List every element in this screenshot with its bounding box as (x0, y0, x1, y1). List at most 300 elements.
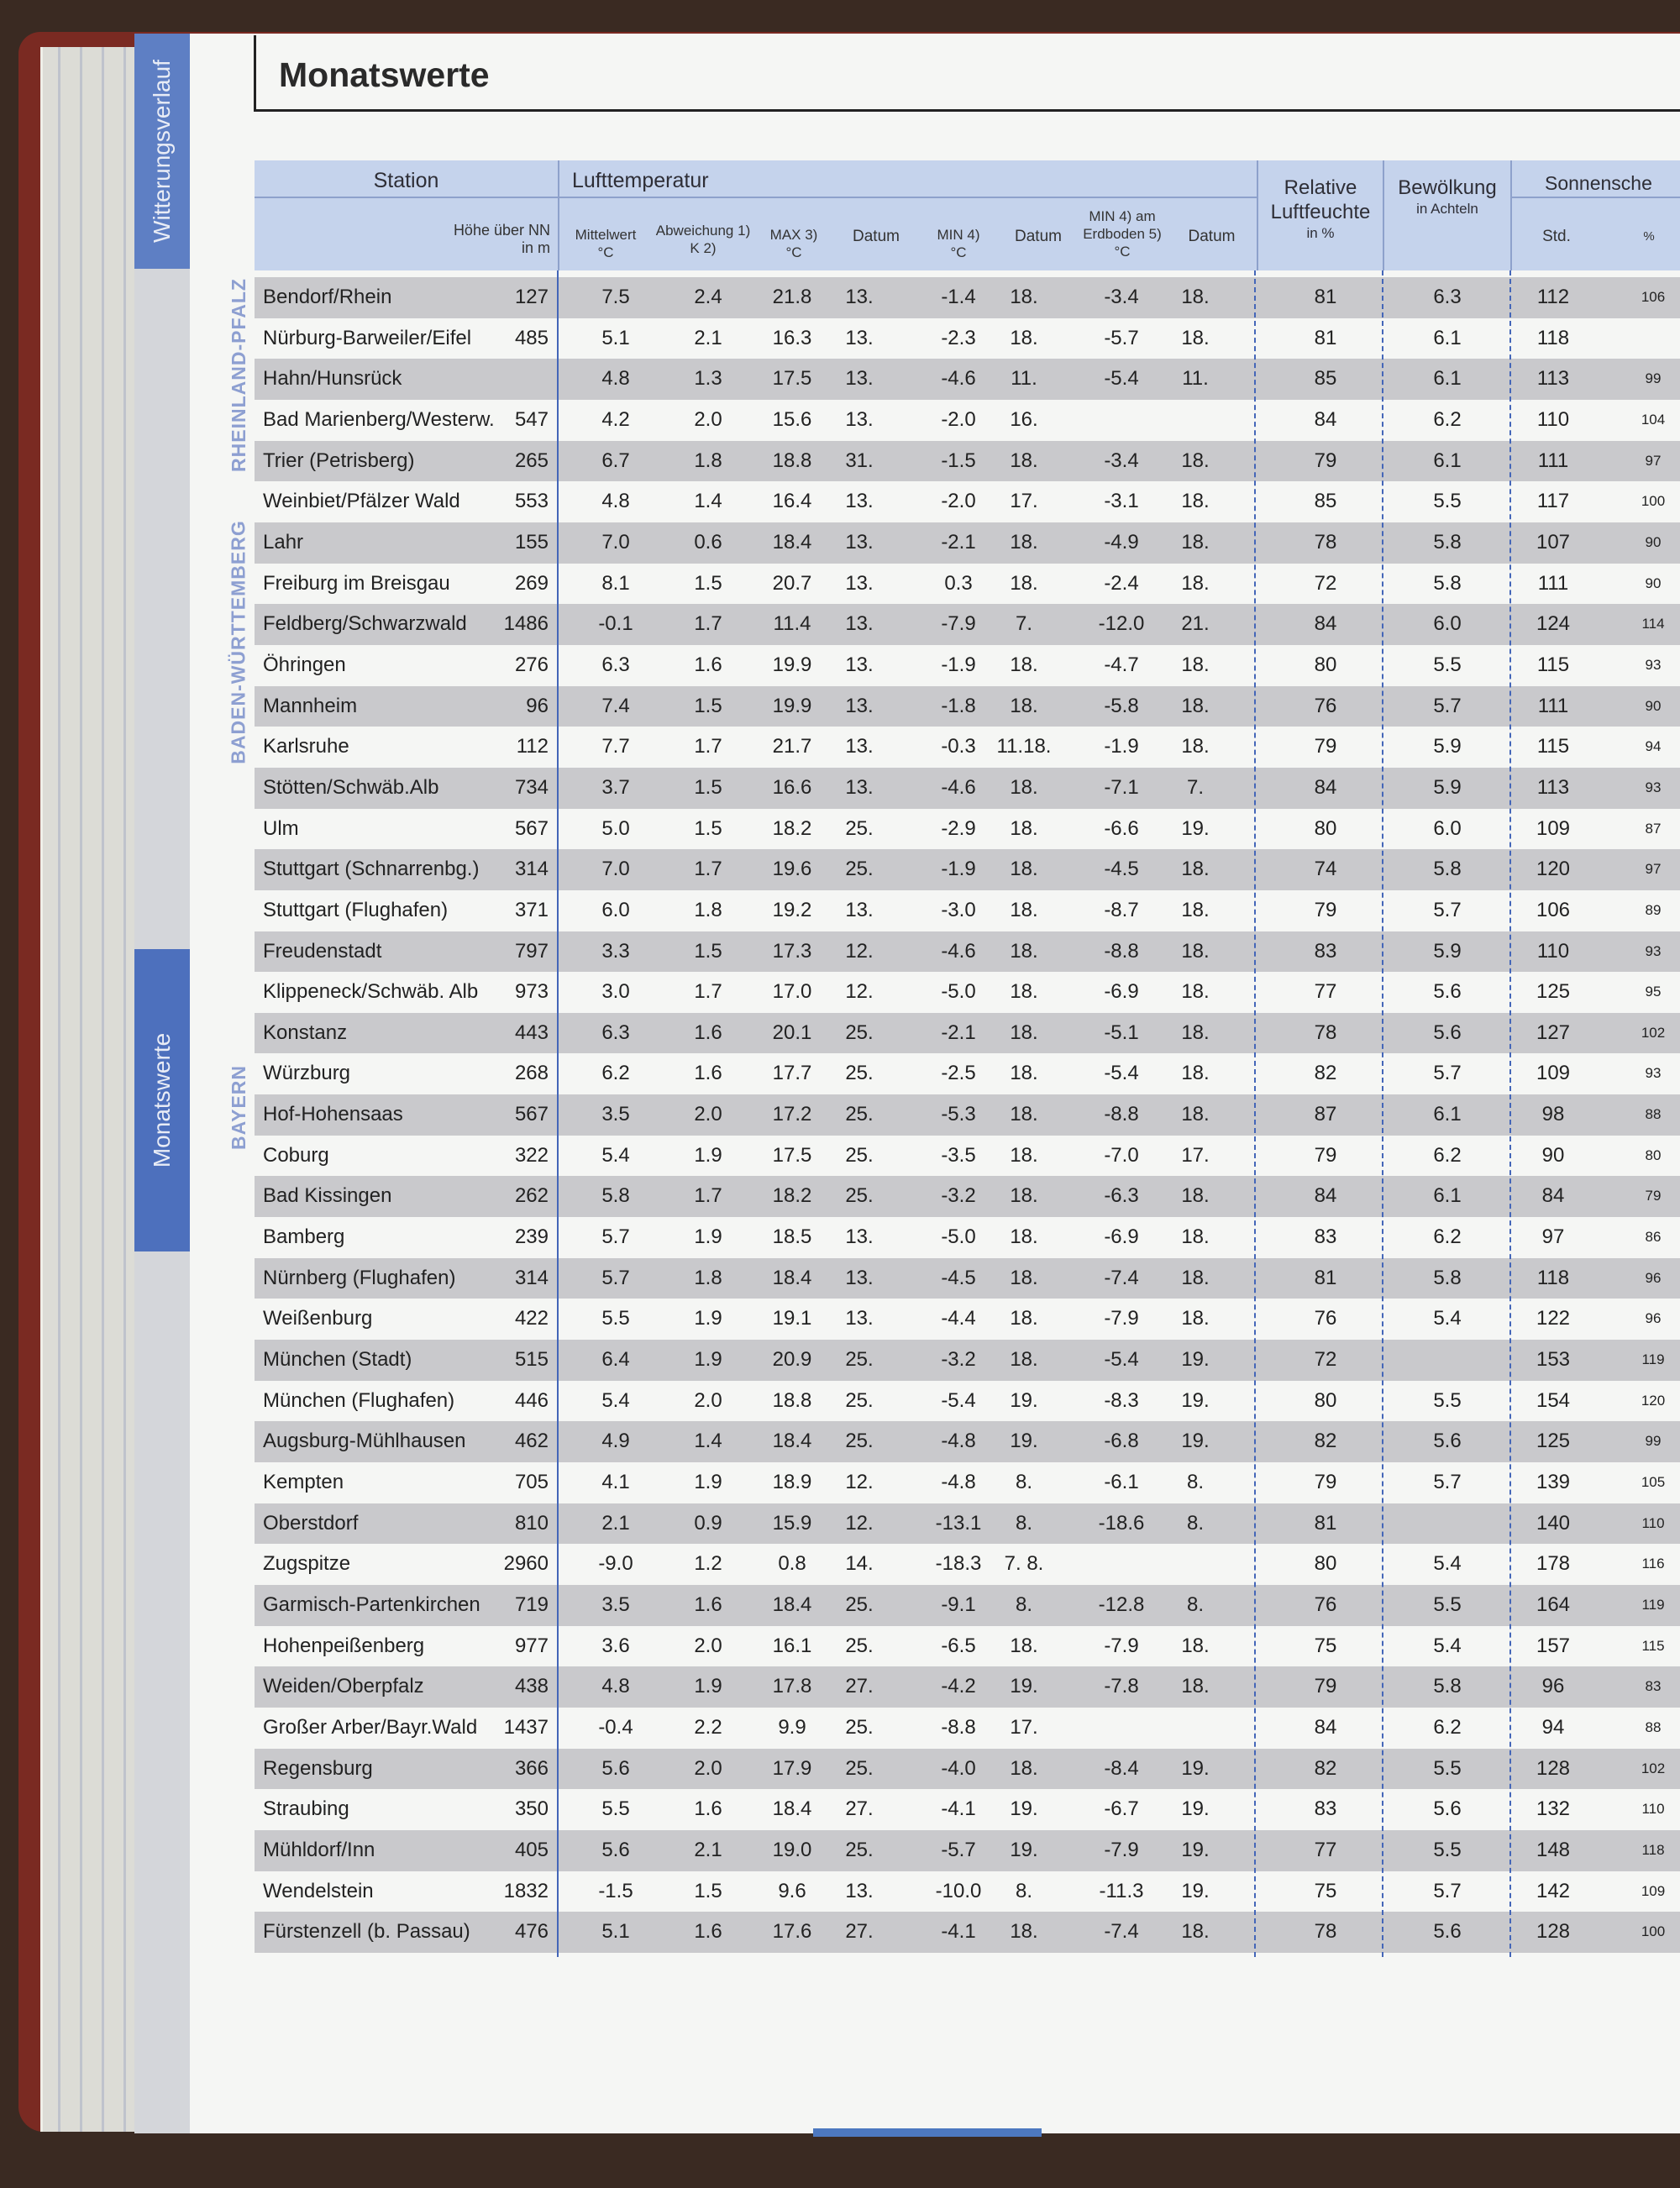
cell-std: 112 (1536, 286, 1570, 308)
cell-abweichung: 1.6 (694, 1797, 722, 1821)
cell-erdboden-datum: 18. (1181, 1225, 1210, 1249)
cell-luftfeuchte: 81 (1314, 286, 1337, 308)
cell-std: 142 (1536, 1879, 1571, 1902)
cell-std: 139 (1536, 1471, 1571, 1494)
header-min-erdboden: MIN 4) am Erdboden 5) °C (1083, 208, 1162, 260)
cell-max-datum: 12. (845, 939, 874, 963)
cell-min-datum: 18. (1010, 571, 1038, 595)
header-pct: % (1643, 229, 1655, 244)
cell-hoehe: 797 (514, 939, 549, 963)
cell-min-datum: 18. (1010, 1184, 1038, 1208)
cell-station: Fürstenzell (b. Passau) (263, 1920, 470, 1944)
cell-station: Straubing (263, 1797, 349, 1821)
cell-hoehe: 1832 (503, 1879, 549, 1902)
cell-hoehe: 1486 (503, 612, 549, 636)
table-row (255, 318, 1680, 359)
cell-bewoelkung: 5.5 (1433, 653, 1462, 676)
cell-std: 153 (1536, 1348, 1571, 1372)
cell-pct: 93 (1645, 779, 1662, 795)
cell-std: 140 (1536, 1511, 1571, 1535)
cell-luftfeuchte: 76 (1314, 694, 1337, 717)
cell-station: Mannheim (263, 694, 358, 717)
table-row (255, 1340, 1680, 1381)
cell-luftfeuchte: 82 (1314, 1756, 1337, 1780)
cell-mittelwert: -0.1 (598, 612, 633, 636)
cell-erdboden: -4.9 (1104, 530, 1139, 554)
cell-max: 11.4 (773, 612, 811, 636)
cell-pct: 110 (1641, 1514, 1665, 1531)
cell-max: 17.5 (772, 1143, 812, 1167)
cell-max: 15.9 (772, 1511, 812, 1535)
cell-min-datum: 17. (1010, 490, 1038, 513)
cell-min-datum: 17. (1010, 1715, 1038, 1739)
cell-max: 18.4 (772, 1266, 812, 1289)
cell-erdboden-datum: 19. (1181, 816, 1210, 840)
cell-abweichung: 1.7 (694, 1184, 722, 1208)
cell-mittelwert: 6.3 (601, 1021, 630, 1044)
cell-bewoelkung: 5.4 (1433, 1634, 1462, 1657)
cell-min: -4.4 (941, 1307, 976, 1330)
cell-pct: 118 (1641, 1841, 1665, 1858)
cell-mittelwert: 3.3 (601, 939, 630, 963)
cell-max-datum: 13. (845, 1266, 874, 1289)
cell-luftfeuchte: 84 (1314, 407, 1337, 431)
cell-min-datum: 18. (1010, 1634, 1038, 1657)
cell-max: 18.9 (772, 1471, 812, 1494)
cell-luftfeuchte: 80 (1314, 1388, 1337, 1412)
cell-station: Würzburg (263, 1062, 351, 1085)
cell-abweichung: 2.1 (694, 1838, 722, 1861)
cell-bewoelkung: 5.9 (1433, 939, 1462, 963)
cell-pct: 96 (1645, 1269, 1662, 1286)
table-row (255, 441, 1680, 482)
cell-mittelwert: 4.8 (601, 367, 630, 391)
cell-luftfeuchte: 79 (1314, 1471, 1337, 1494)
cell-bewoelkung: 5.5 (1433, 1388, 1462, 1412)
cell-std: 124 (1536, 612, 1571, 636)
cell-luftfeuchte: 83 (1314, 1225, 1337, 1249)
cell-abweichung: 1.7 (694, 612, 722, 636)
cell-abweichung: 1.5 (694, 775, 722, 799)
table-row (255, 1053, 1680, 1094)
cell-station: Stötten/Schwäb.Alb (263, 775, 439, 799)
cell-max-datum: 25. (845, 1593, 874, 1616)
cell-erdboden: -7.9 (1104, 1307, 1139, 1330)
cell-erdboden: -6.7 (1104, 1797, 1139, 1821)
cell-erdboden: -11.3 (1099, 1879, 1144, 1902)
cell-pct: 104 (1641, 411, 1666, 428)
cell-std: 122 (1536, 1307, 1571, 1330)
cell-std: 154 (1536, 1388, 1571, 1412)
cell-erdboden: -18.6 (1098, 1511, 1145, 1535)
cell-max-datum: 25. (845, 858, 874, 881)
cell-std: 128 (1536, 1920, 1571, 1944)
cell-abweichung: 2.0 (694, 1388, 722, 1412)
cell-abweichung: 1.9 (694, 1348, 722, 1372)
cell-erdboden: -8.7 (1104, 898, 1139, 921)
cell-min-datum: 18. (1010, 1021, 1038, 1044)
cell-luftfeuchte: 72 (1314, 571, 1337, 595)
cell-hoehe: 314 (514, 858, 549, 881)
cell-abweichung: 1.6 (694, 1920, 722, 1944)
cell-hoehe: 719 (514, 1593, 549, 1616)
cell-bewoelkung: 5.8 (1433, 1266, 1462, 1289)
header-lufttemperatur: Lufttemperatur (572, 169, 709, 192)
cell-mittelwert: 7.7 (601, 735, 630, 758)
cell-erdboden: -7.0 (1104, 1143, 1139, 1167)
cell-station: Stuttgart (Schnarrenbg.) (263, 858, 480, 881)
tab-witterungsverlauf[interactable]: Witterungsverlauf (134, 34, 190, 269)
cell-station: Freiburg im Breisgau (263, 571, 450, 595)
cell-hoehe: 371 (514, 898, 549, 921)
cell-min: -5.0 (941, 980, 976, 1004)
cell-min: -10.0 (935, 1879, 982, 1902)
cell-min: -4.2 (941, 1675, 976, 1698)
data-table (255, 277, 1680, 1953)
table-row (255, 1013, 1680, 1054)
cell-station: Garmisch-Partenkirchen (263, 1593, 480, 1616)
cell-luftfeuchte: 81 (1314, 326, 1337, 349)
cell-station: Mühldorf/Inn (263, 1838, 375, 1861)
cell-bewoelkung: 6.1 (1433, 326, 1462, 349)
cell-max: 18.4 (772, 1593, 812, 1616)
cell-max: 18.4 (772, 530, 812, 554)
cell-min: -0.3 (941, 735, 976, 758)
cell-station: Klippeneck/Schwäb. Alb (263, 980, 479, 1004)
cell-abweichung: 1.7 (694, 735, 722, 758)
table-row (255, 1789, 1680, 1830)
cell-min-datum: 18. (1010, 939, 1038, 963)
cell-pct: 100 (1641, 493, 1666, 510)
table-row (255, 1462, 1680, 1503)
cell-hoehe: 1437 (503, 1715, 549, 1739)
cell-mittelwert: 6.0 (601, 898, 630, 921)
cell-max: 19.9 (772, 694, 812, 717)
header-abweichung: Abweichung 1) K 2) (655, 223, 751, 256)
cell-pct: 114 (1641, 616, 1665, 632)
cell-max: 0.8 (778, 1552, 806, 1576)
cell-mittelwert: -1.5 (598, 1879, 633, 1902)
cell-station: Hahn/Hunsrück (263, 367, 402, 391)
cell-station: Trier (Petrisberg) (263, 449, 415, 472)
cell-abweichung: 2.0 (694, 1756, 722, 1780)
cell-hoehe: 322 (514, 1143, 549, 1167)
cell-luftfeuchte: 78 (1314, 1920, 1337, 1944)
cell-max: 17.3 (772, 939, 812, 963)
cell-std: 113 (1536, 367, 1570, 391)
divider-station (557, 270, 559, 1957)
cell-abweichung: 1.4 (694, 490, 722, 513)
cell-min: -1.8 (941, 694, 976, 717)
cell-min-datum: 19. (1010, 1838, 1038, 1861)
cell-station: Weinbiet/Pfälzer Wald (263, 490, 460, 513)
cell-erdboden-datum: 8. (1186, 1593, 1204, 1616)
cell-bewoelkung: 5.7 (1433, 1062, 1462, 1085)
cell-max: 20.7 (772, 571, 812, 595)
cell-min: -3.2 (941, 1184, 976, 1208)
table-header (255, 160, 1680, 270)
cell-pct: 87 (1645, 820, 1662, 837)
cell-mittelwert: 4.8 (601, 1675, 630, 1698)
table-row (255, 1666, 1680, 1708)
cell-min-datum: 18. (1010, 653, 1038, 676)
cell-mittelwert: 3.5 (601, 1593, 630, 1616)
table-row (255, 1421, 1680, 1462)
cell-luftfeuchte: 77 (1314, 1838, 1337, 1861)
cell-std: 148 (1536, 1838, 1571, 1861)
cell-std: 125 (1536, 980, 1571, 1004)
cell-max: 16.1 (772, 1634, 812, 1657)
cell-std: 132 (1536, 1797, 1571, 1821)
cell-station: Großer Arber/Bayr.Wald (263, 1715, 478, 1739)
cell-erdboden: -6.1 (1104, 1471, 1139, 1494)
cell-bewoelkung: 5.8 (1433, 1675, 1462, 1698)
cell-bewoelkung: 6.0 (1433, 612, 1462, 636)
cell-min: -5.0 (941, 1225, 976, 1249)
cell-mittelwert: 4.8 (601, 490, 630, 513)
cell-erdboden-datum: 18. (1181, 449, 1210, 472)
header-min: MIN 4) °C (937, 227, 980, 260)
cell-max-datum: 27. (845, 1797, 874, 1821)
cell-max: 18.8 (772, 1388, 812, 1412)
table-row (255, 1381, 1680, 1422)
cell-max: 18.8 (772, 449, 812, 472)
cell-erdboden: -6.9 (1104, 980, 1139, 1004)
cell-bewoelkung: 5.9 (1433, 735, 1462, 758)
cell-abweichung: 1.6 (694, 653, 722, 676)
cell-mittelwert: 3.5 (601, 1103, 630, 1126)
cell-abweichung: 2.1 (694, 326, 722, 349)
cell-std: 97 (1541, 1225, 1565, 1249)
cell-hoehe: 276 (514, 653, 549, 676)
table-row (255, 1136, 1680, 1177)
table-row (255, 522, 1680, 564)
cell-station: Hof-Hohensaas (263, 1103, 403, 1126)
cell-min: -2.9 (941, 816, 976, 840)
cell-abweichung: 2.0 (694, 1634, 722, 1657)
cell-luftfeuchte: 80 (1314, 653, 1337, 676)
cell-hoehe: 567 (514, 816, 549, 840)
cell-hoehe: 155 (514, 530, 549, 554)
cell-mittelwert: 4.9 (601, 1430, 630, 1453)
cell-bewoelkung: 5.8 (1433, 571, 1462, 595)
cell-station: Feldberg/Schwarzwald (263, 612, 467, 636)
cell-std: 96 (1541, 1675, 1565, 1698)
cell-station: Weiden/Oberpfalz (263, 1675, 424, 1698)
header-sonnenschein: Sonnensche (1545, 172, 1652, 194)
cell-erdboden-datum: 18. (1181, 530, 1210, 554)
cell-min: -2.1 (941, 530, 976, 554)
cell-min: -4.8 (941, 1471, 976, 1494)
cell-hoehe: 422 (514, 1307, 549, 1330)
cell-pct: 97 (1645, 452, 1662, 469)
cell-min: 0.3 (944, 571, 973, 595)
cell-max-datum: 13. (845, 571, 874, 595)
cell-min: -1.5 (941, 449, 976, 472)
cell-erdboden-datum: 18. (1181, 1103, 1210, 1126)
table-row (255, 1094, 1680, 1136)
cell-std: 127 (1536, 1021, 1571, 1044)
cell-hoehe: 553 (514, 490, 549, 513)
cell-erdboden: -6.8 (1104, 1430, 1139, 1453)
cell-pct: 80 (1645, 1146, 1662, 1163)
cell-station: München (Flughafen) (263, 1388, 455, 1412)
cell-max: 18.5 (772, 1225, 812, 1249)
cell-erdboden-datum: 18. (1181, 571, 1210, 595)
cell-max-datum: 25. (845, 1143, 874, 1167)
cell-pct: 100 (1641, 1923, 1666, 1940)
cell-bewoelkung: 5.5 (1433, 490, 1462, 513)
cell-erdboden: -5.8 (1104, 694, 1139, 717)
cell-max: 17.5 (772, 367, 812, 391)
cell-max-datum: 25. (845, 1715, 874, 1739)
cell-hoehe: 366 (514, 1756, 549, 1780)
cell-luftfeuchte: 87 (1314, 1103, 1337, 1126)
cell-pct: 79 (1645, 1188, 1662, 1204)
cell-min: -4.1 (941, 1920, 976, 1944)
cell-max-datum: 25. (845, 1838, 874, 1861)
cell-erdboden-datum: 18. (1181, 939, 1210, 963)
cell-erdboden-datum (1153, 400, 1237, 441)
cell-max: 16.4 (772, 490, 812, 513)
cell-std: 110 (1536, 939, 1570, 963)
cell-mittelwert: 5.0 (601, 816, 630, 840)
cell-pct: 94 (1645, 738, 1662, 755)
divider-luftfeuchte (1254, 270, 1256, 1957)
cell-pct: 90 (1645, 575, 1662, 591)
cell-max: 19.6 (772, 858, 812, 881)
table-row (255, 1626, 1680, 1667)
cell-pct: 102 (1641, 1024, 1666, 1041)
cell-hoehe: 977 (514, 1634, 549, 1657)
cell-min-datum: 11. (1011, 367, 1037, 391)
cell-bewoelkung: 6.1 (1433, 1103, 1462, 1126)
cell-max: 19.2 (772, 898, 812, 921)
cell-max-datum: 25. (845, 1184, 874, 1208)
cell-abweichung: 2.2 (694, 1715, 722, 1739)
cell-bewoelkung: 6.3 (1433, 286, 1462, 308)
cell-hoehe: 485 (514, 326, 549, 349)
cell-max-datum: 13. (845, 1225, 874, 1249)
cell-abweichung: 1.5 (694, 816, 722, 840)
header-hoehe: Höhe über NN in m (453, 222, 550, 256)
cell-mittelwert: 6.3 (601, 653, 630, 676)
cell-min-datum: 18. (1010, 1307, 1038, 1330)
cell-max: 21.7 (772, 735, 812, 758)
cell-abweichung: 1.8 (694, 449, 722, 472)
cell-erdboden: -7.4 (1104, 1920, 1139, 1944)
cell-max-datum: 25. (845, 1634, 874, 1657)
cell-hoehe: 2960 (503, 1552, 549, 1576)
cell-bewoelkung: 6.2 (1433, 1225, 1462, 1249)
cell-mittelwert: 7.5 (601, 286, 630, 308)
cell-mittelwert: 5.5 (601, 1797, 630, 1821)
cell-erdboden: -12.8 (1098, 1593, 1145, 1616)
table-row (255, 1503, 1680, 1545)
cell-mittelwert: 5.8 (601, 1184, 630, 1208)
cell-min: -3.0 (941, 898, 976, 921)
cell-abweichung: 1.3 (694, 367, 722, 391)
cell-max-datum: 13. (845, 530, 874, 554)
table-row (255, 1258, 1680, 1299)
header-std: Std. (1542, 228, 1571, 245)
cell-erdboden: -8.4 (1104, 1756, 1139, 1780)
cell-max-datum: 13. (845, 367, 874, 391)
cell-erdboden: -5.4 (1104, 1348, 1139, 1372)
cell-hoehe: 443 (514, 1021, 549, 1044)
cell-luftfeuchte: 80 (1314, 816, 1337, 840)
cell-abweichung: 0.6 (694, 530, 722, 554)
cell-min: -1.4 (941, 286, 976, 308)
table-row (255, 1544, 1680, 1585)
cell-station: Nürburg-Barweiler/Eifel (263, 326, 472, 349)
cell-max: 9.9 (778, 1715, 806, 1739)
cell-std: 106 (1536, 898, 1571, 921)
table-row (255, 1299, 1680, 1340)
cell-max: 17.6 (772, 1920, 812, 1944)
cell-min-datum: 18. (1010, 1103, 1038, 1126)
cell-max-datum: 25. (845, 1062, 874, 1085)
cell-luftfeuchte: 76 (1314, 1593, 1337, 1616)
cell-mittelwert: 7.0 (601, 530, 630, 554)
cell-erdboden-datum: 18. (1181, 1184, 1210, 1208)
cell-erdboden: -3.1 (1104, 490, 1139, 513)
cell-min-datum: 18. (1010, 1062, 1038, 1085)
cell-abweichung: 1.9 (694, 1307, 722, 1330)
cell-hoehe: 96 (526, 694, 549, 717)
cell-min: -2.1 (941, 1021, 976, 1044)
tab-monatswerte[interactable]: Monatswerte (134, 949, 190, 1251)
cell-erdboden: -5.4 (1104, 367, 1139, 391)
cell-erdboden-datum: 21. (1181, 612, 1210, 636)
cell-min: -2.5 (941, 1062, 976, 1085)
cell-erdboden-datum: 18. (1181, 1920, 1210, 1944)
cell-mittelwert: 4.1 (601, 1471, 630, 1494)
table-row (255, 564, 1680, 605)
cell-station: Lahr (263, 530, 304, 554)
cell-pct: 90 (1645, 533, 1662, 550)
cell-hoehe: 734 (514, 775, 549, 799)
cell-max: 19.9 (772, 653, 812, 676)
cell-mittelwert: 5.5 (601, 1307, 630, 1330)
cell-abweichung: 1.5 (694, 939, 722, 963)
cell-min-datum: 19. (1010, 1797, 1038, 1821)
cell-erdboden-datum: 18. (1181, 1675, 1210, 1698)
cell-abweichung: 2.0 (694, 407, 722, 431)
cell-pct: 93 (1645, 942, 1662, 959)
cell-luftfeuchte: 72 (1314, 1348, 1337, 1372)
cell-max: 16.6 (772, 775, 812, 799)
cell-erdboden: -5.1 (1104, 1021, 1139, 1044)
cell-luftfeuchte: 81 (1314, 1266, 1337, 1289)
cell-erdboden-datum: 18. (1181, 858, 1210, 881)
cell-station: Freudenstadt (263, 939, 382, 963)
cell-mittelwert: 6.7 (601, 449, 630, 472)
cell-mittelwert: 3.0 (601, 980, 630, 1004)
cell-bewoelkung: 5.7 (1433, 898, 1462, 921)
table-row (255, 931, 1680, 973)
cell-min-datum: 16. (1010, 407, 1038, 431)
footer-bar (813, 2128, 1042, 2137)
cell-station: Zugspitze (263, 1552, 351, 1576)
cell-max-datum: 13. (845, 775, 874, 799)
cell-station: Bad Marienberg/Westerw. (263, 407, 495, 431)
cell-erdboden (1079, 1544, 1163, 1585)
cell-pct: 90 (1645, 697, 1662, 714)
cell-hoehe: 314 (514, 1266, 549, 1289)
cell-station: München (Stadt) (263, 1348, 412, 1372)
cell-std: 118 (1536, 326, 1570, 349)
